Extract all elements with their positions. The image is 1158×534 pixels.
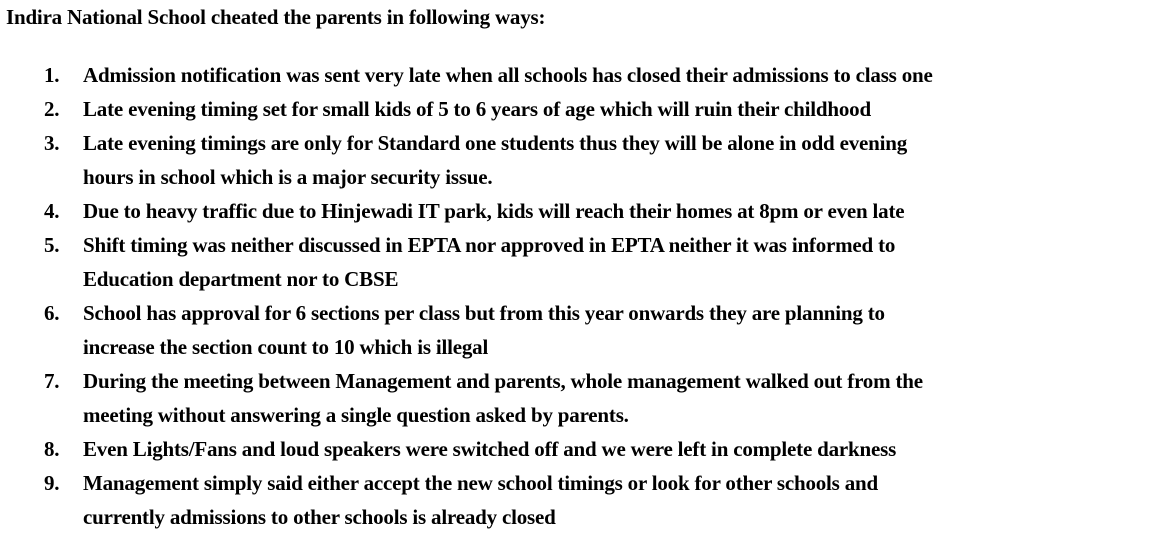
item-text-line: Late evening timing set for small kids of 5 to 6 years of age which will ruin their childhood (83, 97, 871, 121)
item-number: 7. (44, 369, 60, 393)
item-number: 9. (44, 471, 60, 495)
item-text-line: Admission notification was sent very late when all schools has closed their admissions to class one (83, 63, 933, 87)
item-text-line: During the meeting between Management and parents, whole management walked out from the (83, 369, 923, 393)
item-text-line: Even Lights/Fans and loud speakers were switched off and we were left in complete darkness (83, 437, 897, 461)
item-text-line: Management simply said either accept the new school timings or look for other schools and (83, 471, 878, 495)
item-text-line: Shift timing was neither discussed in EPTA nor approved in EPTA neither it was informed to (83, 233, 896, 257)
item-number: 1. (44, 63, 60, 87)
item-number: 6. (44, 301, 60, 325)
item-text-line: currently admissions to other schools is already closed (83, 505, 556, 529)
grievance-list (0, 58, 1158, 534)
list-item-3 (0, 126, 1158, 194)
item-text-line: increase the section count to 10 which is illegal (83, 335, 489, 359)
list-item-6 (0, 296, 1158, 364)
item-number: 4. (44, 199, 60, 223)
item-text-line: Education department nor to CBSE (83, 267, 399, 291)
document-heading: Indira National School cheated the parents in following ways: (6, 5, 546, 29)
list-item-7 (0, 364, 1158, 432)
list-item-8 (0, 432, 1158, 466)
list-item-4 (0, 194, 1158, 228)
item-number: 5. (44, 233, 60, 257)
item-number: 2. (44, 97, 60, 121)
item-text-line: hours in school which is a major security issue. (83, 165, 493, 189)
list-item-9 (0, 466, 1158, 534)
list-item-2 (0, 92, 1158, 126)
item-number: 3. (44, 131, 60, 155)
item-text-line: Late evening timings are only for Standard one students thus they will be alone in odd evening (83, 131, 908, 155)
item-text-line: meeting without answering a single question asked by parents. (83, 403, 629, 427)
item-number: 8. (44, 437, 60, 461)
list-item-1 (0, 58, 1158, 92)
item-text-line: Due to heavy traffic due to Hinjewadi IT park, kids will reach their homes at 8pm or even late (83, 199, 905, 223)
list-item-5 (0, 228, 1158, 296)
item-text-line: School has approval for 6 sections per class but from this year onwards they are planning to (83, 301, 885, 325)
